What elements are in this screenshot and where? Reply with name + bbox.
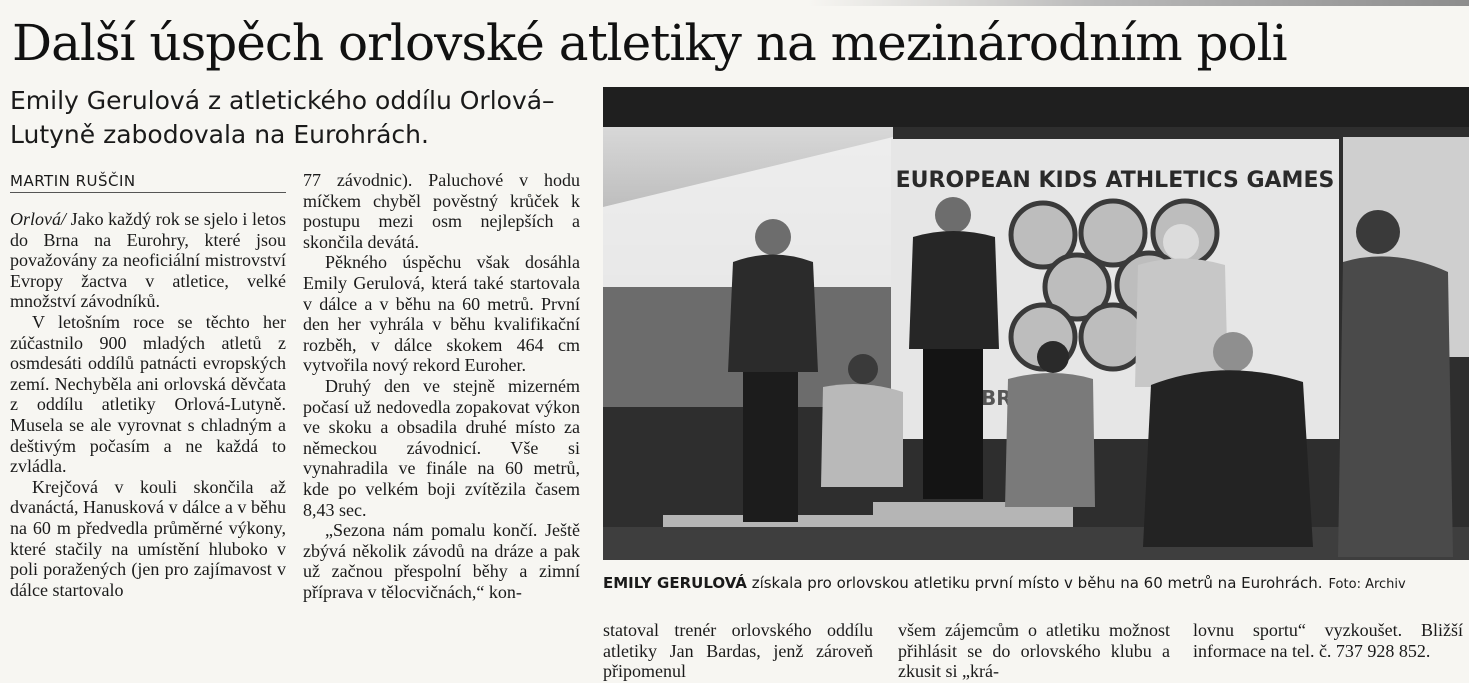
byline: MARTIN RUŠČIN	[10, 172, 286, 193]
article-column-4	[898, 620, 1170, 682]
paragraph: 77 závodnic). Paluchové v hodu míčkem chyběl pověstný krůček k postupu mezi osm nejlepších a skončila devátá.	[303, 170, 580, 252]
article-column-3	[603, 620, 873, 682]
paragraph: statoval trenér orlovského oddílu atletiky Jan Bardas, jenž zároveň připomenul	[603, 620, 873, 682]
photo-credit: Foto: Archiv	[1328, 577, 1406, 592]
banner-text: EUROPEAN KIDS ATHLETICS GAMES	[895, 168, 1335, 193]
paragraph: Pěkného úspěchu však dosáhla Emily Gerulová, která také startovala v dálce a v běhu na 60 metrů. První den her vyhrála v běhu kvalifikační rozběh, v dálce skokem 464 cm vytvořila nový rekord Euroher.	[303, 252, 580, 376]
paragraph	[10, 209, 286, 312]
page-top-rule	[0, 0, 1469, 6]
headline: Další úspěch orlovské atletiky na mezinárodním poli	[12, 14, 1287, 72]
podium-photo	[603, 87, 1469, 560]
subtitle: Emily Gerulová z atletického oddílu Orlová–Lutyně zabodovala na Eurohrách.	[10, 86, 555, 149]
paragraph: lovnu sportu“ vyzkoušet. Bližší informace na tel. č. 737 928 852.	[1193, 620, 1463, 661]
photo-caption	[603, 572, 1469, 596]
caption-lead: EMILY GERULOVÁ	[603, 574, 747, 592]
article-column-1	[10, 209, 286, 600]
paragraph: „Sezona nám pomalu končí. Ještě zbývá několik závodů na dráze a pak už začnou přespolní běhy a zimní příprava v tělocvičnách,“ kon-	[303, 520, 580, 602]
caption-text: získala pro orlovskou atletiku první místo v běhu na 60 metrů na Eurohrách.	[746, 574, 1323, 592]
paragraph: Druhý den ve stejně mizerném počasí už nedovedla zopakovat výkon ve skoku a obsadila druhé místo za německou závodnicí. Vše si vynahradila ve finále na 60 metrů, kde po velkém boji zvítězila časem 8,43 sec.	[303, 375, 580, 520]
paragraph-text: Jako každý rok se sjelo i letos do Brna na Eurohry, které jsou považovány za neoficiální mistrovství Evropy žactva v atletice, velké množství závodníků.	[10, 209, 286, 312]
podium-photo-illustration	[603, 87, 1469, 560]
paragraph: V letošním roce se těchto her zúčastnilo 900 mladých atletů z osmdesáti oddílů patnácti evropských zemí. Nechyběla ani orlovská děvčata z oddílu atletiky Orlová-Lutyně. Musela se ale vyrovnat s chladným a deštivým počasím a ne každá to zvládla.	[10, 311, 286, 477]
dateline: Orlová/	[10, 209, 66, 229]
paragraph: Krejčová v kouli skončila až dvanáctá, Hanusková v dálce a v běhu na 60 m předvedla průměrné výkony, které stačily na umístění hluboko v poli poražených (jen pro zajímavost v dálce startovalo	[10, 476, 286, 600]
paragraph: všem zájemcům o atletiku možnost přihlásit se do orlovského klubu a zkusit si „krá-	[898, 620, 1170, 682]
article-column-5	[1193, 620, 1463, 661]
article-column-2	[303, 170, 580, 602]
